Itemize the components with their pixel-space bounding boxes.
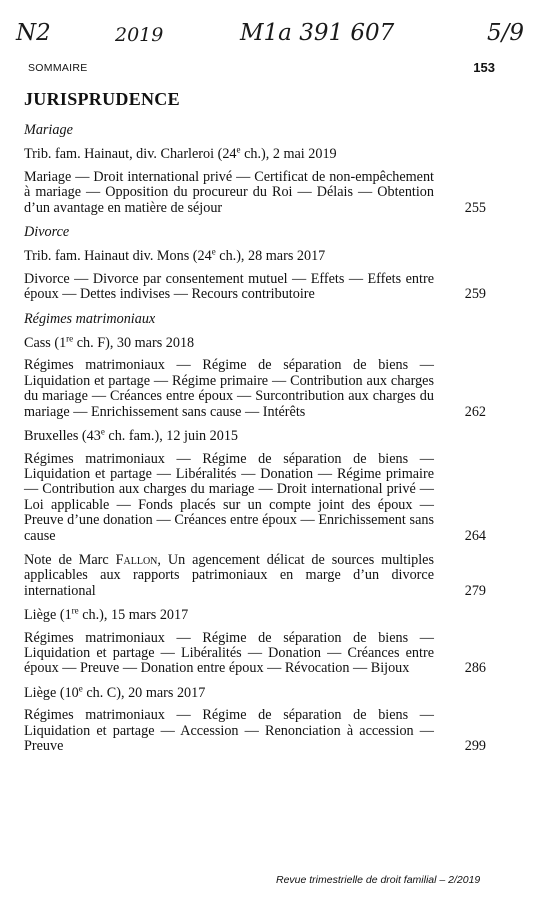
entry-page-number: 262 (464, 403, 486, 420)
category-heading-regimes: Régimes matrimoniaux (24, 310, 156, 327)
toc-entry (24, 708, 486, 754)
entry-page-number: 255 (464, 199, 486, 216)
court-reference: Cass (1re ch. F), 30 mars 2018 (24, 333, 195, 352)
toc-entry (24, 452, 486, 544)
entry-page-number: 264 (464, 527, 486, 544)
toc-entry (24, 170, 486, 216)
header-page-number: 153 (473, 60, 495, 75)
table-of-contents (24, 89, 486, 763)
note-author: Fallon (115, 551, 158, 568)
toc-note-entry: Note de Marc Fallon, Un agencement délicat de sources multiples applicables aux rapports patrimoniaux en marge d’un divorce international 279 (24, 551, 486, 599)
court-reference: Liège (10e ch. C), 20 mars 2017 (24, 683, 206, 701)
category-heading-divorce: Divorce (24, 224, 70, 241)
handwritten-note-reference: M1a 391 607 (240, 20, 395, 46)
entry-page-number: 259 (464, 286, 486, 303)
entry-page-number: 299 (464, 738, 486, 754)
entry-keywords: Régimes matrimoniaux — Régime de séparation de biens — Liquidation et partage — Régime primaire — Contribution aux charges du mariage — Créances entre époux — Surcontribution aux charges du mariage — Enrichissement sans cause — Intérêts (24, 357, 434, 420)
section-title: JURISPRUDENCE (24, 89, 180, 109)
page-footer: Revue trimestrielle de droit familial – 2/2019 (276, 874, 481, 886)
court-reference: Liège (1re ch.), 15 mars 2017 (24, 605, 189, 624)
handwritten-note-issue: N2 (16, 20, 51, 46)
entry-keywords: Régimes matrimoniaux — Régime de séparation de biens — Liquidation et partage — Libéralités — Donation — Régime primaire — Contribution aux charges du mariage — Droit international privé — Loi applicable — Fonds placés sur un compte joint des époux — Preuve d’une donation — Créances entre époux — Enrichissement sans cause (24, 450, 434, 544)
entry-page-number: 286 (464, 660, 486, 677)
entry-keywords: Divorce — Divorce par consentement mutuel — Effets — Effets entre époux — Dettes indivises — Recours contributoire (24, 270, 434, 303)
court-reference: Trib. fam. Hainaut, div. Charleroi (24e ch.), 2 mai 2019 (24, 144, 337, 163)
court-reference: Bruxelles (43e ch. fam.), 12 juin 2015 (24, 426, 239, 445)
toc-entry (24, 358, 486, 420)
category-heading-mariage: Mariage (24, 122, 73, 138)
entry-page-number: 279 (464, 582, 486, 599)
page-header (28, 62, 495, 78)
header-label: SOMMAIRE (28, 62, 88, 74)
entry-keywords: Régimes matrimoniaux — Régime de séparation de biens — Liquidation et partage — Accession — Renonciation à accession — Preuve (24, 707, 434, 754)
entry-keywords: Mariage — Droit international privé — Certificat de non-empêchement à mariage — Opposition du procureur du Roi — Délais — Obtention d’un avantage en matière de séjour (24, 168, 434, 216)
entry-keywords: Régimes matrimoniaux — Régime de séparation de biens — Liquidation et partage — Libéralités — Donation — Créances entre époux — Preuve — Donation entre époux — Révocation — Bijoux (24, 629, 434, 677)
court-reference: Trib. fam. Hainaut div. Mons (24e ch.), 28 mars 2017 (24, 246, 326, 265)
toc-entry (24, 272, 486, 303)
handwritten-note-year: 2019 (115, 24, 164, 46)
toc-entry (24, 631, 486, 677)
handwritten-note-fraction: 5/9 (487, 20, 525, 46)
